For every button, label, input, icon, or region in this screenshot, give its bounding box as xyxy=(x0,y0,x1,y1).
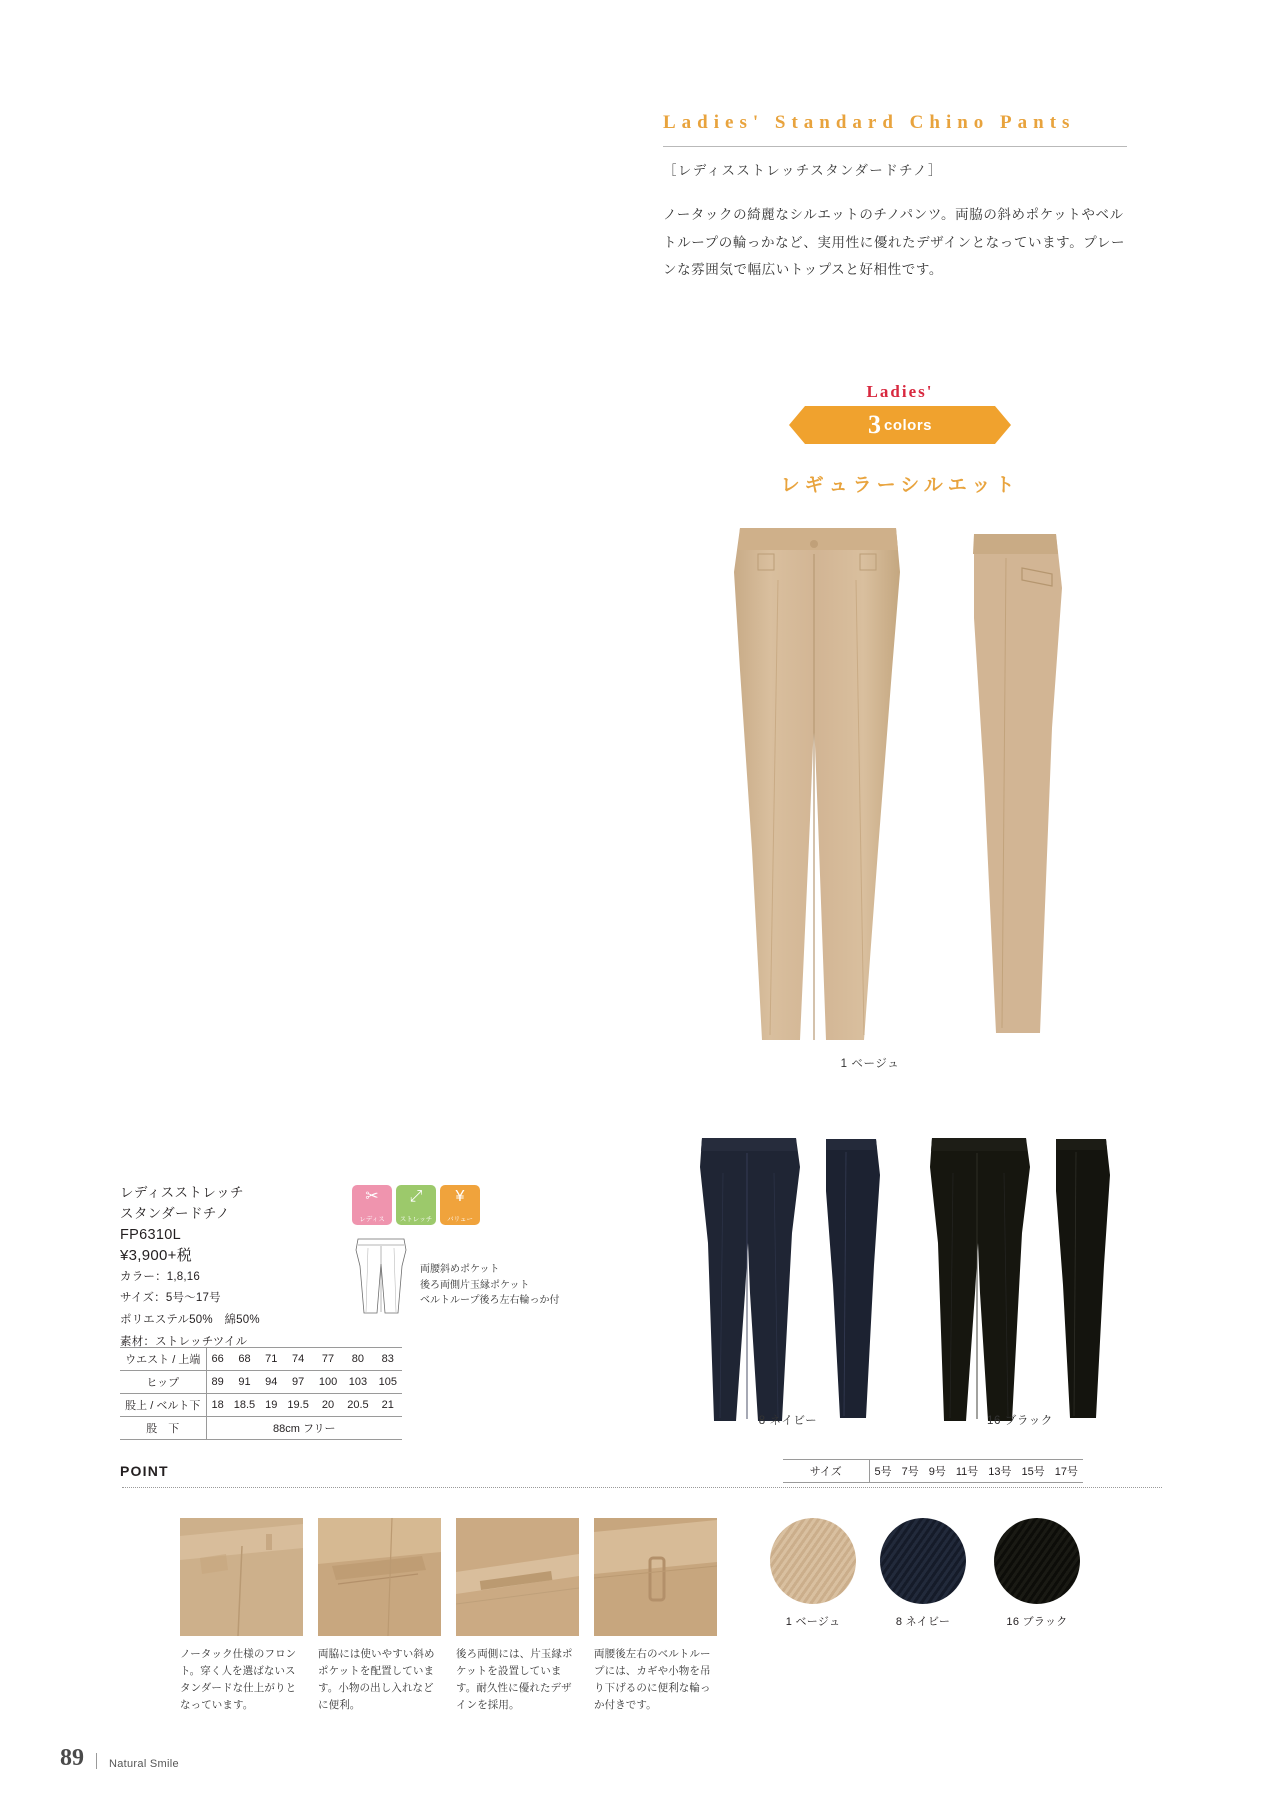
cell: 20.5 xyxy=(342,1394,373,1417)
swatch-navy xyxy=(880,1518,966,1629)
swatch-black xyxy=(994,1518,1080,1629)
cell: 20 xyxy=(314,1394,342,1417)
size-table-header-row xyxy=(783,1459,1253,1483)
cell: 89 xyxy=(206,1371,229,1394)
product-info xyxy=(120,1183,370,1351)
size-col-17: 17号 xyxy=(1050,1460,1083,1483)
spec-note-2: 後ろ両側片玉縁ポケット xyxy=(420,1279,530,1291)
cell: 103 xyxy=(342,1371,373,1394)
table-row xyxy=(120,1348,402,1371)
cell: 97 xyxy=(282,1371,313,1394)
cell: 105 xyxy=(374,1371,402,1394)
spec-note-3: ベルトループ後ろ左右輪っか付 xyxy=(420,1295,560,1306)
chip-value-label: バリュー xyxy=(447,1216,473,1223)
product-sizes: サイズ：5号〜17号 xyxy=(120,1292,221,1305)
table-row xyxy=(120,1394,402,1417)
cell: 71 xyxy=(260,1348,282,1371)
swatch-label-beige: 1 ベージュ xyxy=(785,1616,841,1628)
cell: 18.5 xyxy=(229,1394,260,1417)
colorway-label-navy: 8 ネイビー xyxy=(758,1415,818,1427)
spec-line-drawing xyxy=(352,1236,410,1316)
pants-black-front xyxy=(920,1133,1038,1428)
badge-colors-label: colors xyxy=(883,416,932,434)
chip-value xyxy=(440,1185,480,1225)
point-card-3 xyxy=(456,1518,579,1714)
point-card-2 xyxy=(318,1518,441,1714)
pants-beige-side xyxy=(940,528,1080,1045)
point-text-2: 両脇には使いやすい斜めポケットを配置しています。小物の出し入れなどに便利。 xyxy=(318,1648,435,1711)
point-photo-4 xyxy=(594,1518,717,1636)
point-card-4 xyxy=(594,1518,717,1714)
point-photo-2 xyxy=(318,1518,441,1636)
product-price: ¥3,900+税 xyxy=(120,1246,193,1264)
ladies-icon: ✂ xyxy=(365,1188,379,1205)
point-text-4: 両腰後左右のベルトループには、カギや小物を吊り下げるのに便利な輪っか付きです。 xyxy=(594,1648,711,1711)
cell: 21 xyxy=(374,1394,402,1417)
pants-navy-front xyxy=(690,1133,808,1428)
cell: 19.5 xyxy=(282,1394,313,1417)
row-label-hip: ヒップ xyxy=(120,1371,206,1394)
product-colors: カラー：1,8,16 xyxy=(120,1270,200,1283)
spec-note-1: 両腰斜めポケット xyxy=(420,1264,500,1275)
cell: 100 xyxy=(314,1371,342,1394)
size-col-5: 5号 xyxy=(869,1460,897,1483)
colors-badge xyxy=(805,382,995,444)
cell: 66 xyxy=(206,1348,229,1371)
chip-stretch xyxy=(396,1185,436,1225)
footer-divider xyxy=(96,1753,97,1769)
size-col-header: サイズ xyxy=(783,1460,869,1483)
cell-inseam-free: 88cm フリー xyxy=(206,1417,402,1440)
page-footer xyxy=(60,1745,179,1772)
product-material: 素材：ストレッチツイル xyxy=(120,1335,248,1348)
cell: 68 xyxy=(229,1348,260,1371)
table-row xyxy=(120,1417,402,1440)
badge-color-count: 3 xyxy=(867,410,881,439)
row-label-waist: ウエスト / 上端 xyxy=(120,1348,206,1371)
pants-navy-side xyxy=(806,1135,894,1426)
pants-black-side xyxy=(1036,1135,1124,1426)
chip-ladies xyxy=(352,1185,392,1225)
cell: 83 xyxy=(374,1348,402,1371)
colorway-label-black: 16 ブラック xyxy=(987,1415,1053,1427)
point-photo-3 xyxy=(456,1518,579,1636)
page-title: Ladies' Standard Chino Pants xyxy=(663,112,1076,133)
point-divider xyxy=(122,1487,1162,1488)
product-header xyxy=(663,112,1133,284)
chip-stretch-label: ストレッチ xyxy=(399,1216,433,1223)
product-name-line1: レディスストレッチ xyxy=(120,1185,244,1200)
product-code: FP6310L xyxy=(120,1226,181,1243)
point-section-title: POINT xyxy=(120,1463,169,1479)
colorway-label-beige: 1 ベージュ xyxy=(840,1058,900,1070)
cell: 74 xyxy=(282,1348,313,1371)
stretch-icon: ⤢ xyxy=(409,1188,423,1205)
spec-notes xyxy=(420,1262,560,1309)
pants-beige-front xyxy=(718,520,918,1050)
badge-ribbon xyxy=(805,406,995,444)
swatch-disc-navy xyxy=(880,1518,966,1604)
table-row xyxy=(120,1371,402,1394)
product-subtitle: ［レディスストレッチスタンダードチノ］ xyxy=(663,163,943,178)
brand-name: Natural Smile xyxy=(109,1758,179,1770)
size-col-13: 13号 xyxy=(983,1460,1016,1483)
point-text-1: ノータック仕様のフロント。穿く人を選ばないスタンダードな仕上がりとなっています。 xyxy=(180,1648,297,1711)
swatch-disc-beige xyxy=(770,1518,856,1604)
point-photo-1 xyxy=(180,1518,303,1636)
product-name-line2: スタンダードチノ xyxy=(120,1205,230,1221)
product-composition: ポリエステル50% 綿50% xyxy=(120,1314,260,1327)
cell: 80 xyxy=(342,1348,373,1371)
size-col-11: 11号 xyxy=(951,1460,983,1483)
page-number: 89 xyxy=(60,1745,84,1771)
cell: 77 xyxy=(314,1348,342,1371)
feature-chips xyxy=(352,1185,480,1225)
swatch-label-black: 16 ブラック xyxy=(1006,1616,1068,1628)
point-card-1 xyxy=(180,1518,303,1714)
swatch-beige xyxy=(770,1518,856,1629)
product-description: ノータックの綺麗なシルエットのチノパンツ。両脇の斜めポケットやベルトループの輪っかなど、実用性に優れたデザインとなっています。プレーンな雰囲気で幅広いトップスと好相性です。 xyxy=(663,207,1126,278)
silhouette-label: レギュラーシルエット xyxy=(780,475,1020,496)
cell: 91 xyxy=(229,1371,260,1394)
chip-ladies-label: レディス xyxy=(359,1216,385,1223)
point-text-3: 後ろ両側には、片玉縁ポケットを設置しています。耐久性に優れたデザインを採用。 xyxy=(456,1648,573,1711)
row-label-rise: 股上 / ベルト下 xyxy=(120,1394,206,1417)
size-col-15: 15号 xyxy=(1017,1460,1050,1483)
size-col-7: 7号 xyxy=(897,1460,924,1483)
size-col-9: 9号 xyxy=(924,1460,951,1483)
value-icon: ¥ xyxy=(455,1188,465,1205)
cell: 94 xyxy=(260,1371,282,1394)
swatch-disc-black xyxy=(994,1518,1080,1604)
cell: 19 xyxy=(260,1394,282,1417)
header-divider xyxy=(663,146,1127,147)
row-label-inseam: 股 下 xyxy=(120,1417,206,1440)
cell: 18 xyxy=(206,1394,229,1417)
badge-ladies-label: Ladies' xyxy=(866,382,934,401)
swatch-label-navy: 8 ネイビー xyxy=(895,1616,951,1628)
